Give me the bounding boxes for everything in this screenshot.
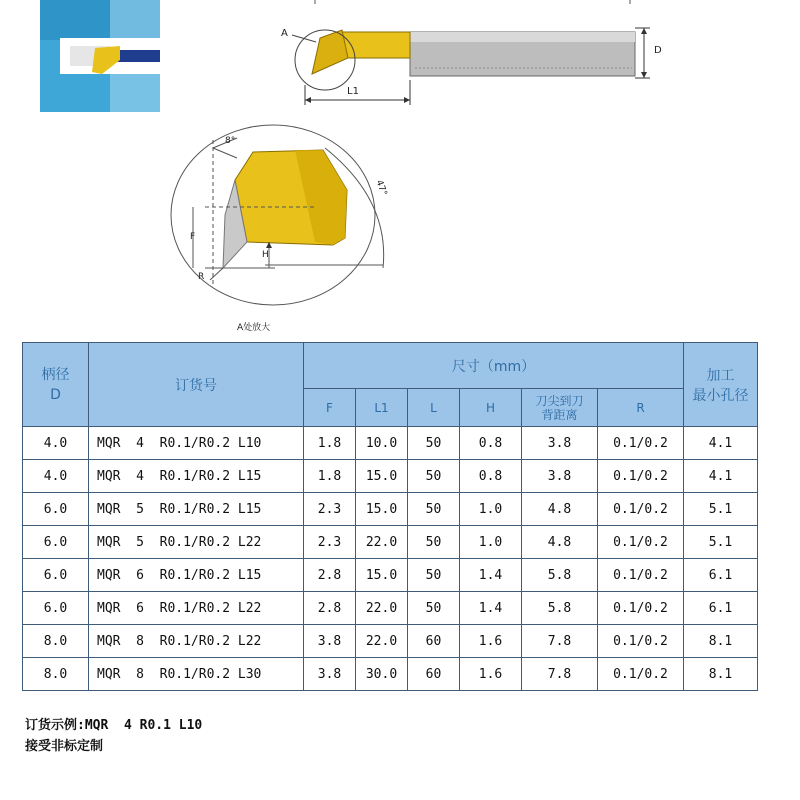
table-row — [23, 559, 758, 592]
header-min-bore: 加工 最小孔径 — [684, 343, 758, 427]
header-r: R — [598, 389, 684, 427]
cell-h: 0.8 — [460, 460, 522, 493]
cell-d: 6.0 — [23, 493, 89, 526]
table-row — [23, 625, 758, 658]
cell-r: 0.1/0.2 — [598, 460, 684, 493]
cell-h: 1.4 — [460, 592, 522, 625]
header-h: H — [460, 389, 522, 427]
header-order-number: 订货号 — [89, 343, 304, 427]
cell-d: 8.0 — [23, 658, 89, 691]
cell-order: MQR 8 R0.1/R0.2 L22 — [89, 625, 304, 658]
cell-r: 0.1/0.2 — [598, 559, 684, 592]
table-row — [23, 658, 758, 691]
header-f: F — [304, 389, 356, 427]
cell-l1: 15.0 — [356, 493, 408, 526]
cell-min-bore: 4.1 — [684, 460, 758, 493]
table-row — [23, 592, 758, 625]
cell-d: 8.0 — [23, 625, 89, 658]
bore-illustration — [40, 0, 160, 118]
cell-f: 2.8 — [304, 559, 356, 592]
cell-d: 4.0 — [23, 427, 89, 460]
cell-l1: 22.0 — [356, 592, 408, 625]
order-example-note: 订货示例:MQR 4 R0.1 L10 — [25, 718, 203, 733]
label-dim-h: H — [262, 250, 269, 260]
cell-tip: 3.8 — [522, 460, 598, 493]
cell-l1: 22.0 — [356, 526, 408, 559]
header-l: L — [408, 389, 460, 427]
cell-d: 6.0 — [23, 526, 89, 559]
cell-order: MQR 8 R0.1/R0.2 L30 — [89, 658, 304, 691]
header-l1: L1 — [356, 389, 408, 427]
cell-l1: 22.0 — [356, 625, 408, 658]
cell-order: MQR 4 R0.1/R0.2 L15 — [89, 460, 304, 493]
cell-r: 0.1/0.2 — [598, 625, 684, 658]
table-row — [23, 526, 758, 559]
cell-l1: 15.0 — [356, 559, 408, 592]
cell-h: 1.0 — [460, 493, 522, 526]
cell-f: 2.3 — [304, 493, 356, 526]
header-tip-distance: 刀尖到刀 背距离 — [522, 389, 598, 427]
label-point-a: A — [281, 28, 288, 39]
cell-h: 1.0 — [460, 526, 522, 559]
cell-order: MQR 6 R0.1/R0.2 L15 — [89, 559, 304, 592]
cell-f: 1.8 — [304, 427, 356, 460]
spec-table — [22, 342, 758, 691]
cell-l: 50 — [408, 493, 460, 526]
detail-enlargement — [165, 120, 395, 335]
label-dim-r: R — [198, 272, 205, 282]
cell-tip: 5.8 — [522, 559, 598, 592]
cell-h: 1.4 — [460, 559, 522, 592]
cell-tip: 3.8 — [522, 427, 598, 460]
cell-l: 50 — [408, 526, 460, 559]
cell-r: 0.1/0.2 — [598, 592, 684, 625]
cell-min-bore: 6.1 — [684, 559, 758, 592]
cell-r: 0.1/0.2 — [598, 658, 684, 691]
cell-min-bore: 8.1 — [684, 625, 758, 658]
cell-order: MQR 5 R0.1/R0.2 L15 — [89, 493, 304, 526]
cell-tip: 4.8 — [522, 526, 598, 559]
cell-l1: 15.0 — [356, 460, 408, 493]
cell-order: MQR 4 R0.1/R0.2 L10 — [89, 427, 304, 460]
label-diameter-d: D — [654, 45, 662, 56]
cell-tip: 5.8 — [522, 592, 598, 625]
detail-caption: A处放大 — [237, 323, 271, 333]
cell-f: 3.8 — [304, 658, 356, 691]
cell-l: 50 — [408, 460, 460, 493]
header-dimensions: 尺寸（mm） — [304, 343, 684, 389]
cell-min-bore: 6.1 — [684, 592, 758, 625]
table-row — [23, 460, 758, 493]
cell-order: MQR 6 R0.1/R0.2 L22 — [89, 592, 304, 625]
cell-f: 3.8 — [304, 625, 356, 658]
cell-order: MQR 5 R0.1/R0.2 L22 — [89, 526, 304, 559]
cell-tip: 4.8 — [522, 493, 598, 526]
cell-h: 1.6 — [460, 625, 522, 658]
cell-min-bore: 8.1 — [684, 658, 758, 691]
cell-d: 6.0 — [23, 559, 89, 592]
cell-f: 2.3 — [304, 526, 356, 559]
tool-side-view — [280, 0, 680, 115]
cell-h: 1.6 — [460, 658, 522, 691]
cell-min-bore: 5.1 — [684, 526, 758, 559]
cell-h: 0.8 — [460, 427, 522, 460]
label-length-l1: L1 — [347, 86, 359, 97]
cell-tip: 7.8 — [522, 625, 598, 658]
cell-l1: 30.0 — [356, 658, 408, 691]
label-angle-small: 8° — [225, 136, 236, 146]
label-dim-f: F — [190, 232, 196, 242]
cell-min-bore: 4.1 — [684, 427, 758, 460]
cell-l: 50 — [408, 559, 460, 592]
header-shank-diameter: 柄径 D — [23, 343, 89, 427]
custom-order-note: 接受非标定制 — [25, 739, 104, 754]
cell-l: 60 — [408, 625, 460, 658]
cell-l: 50 — [408, 427, 460, 460]
cell-r: 0.1/0.2 — [598, 427, 684, 460]
cell-r: 0.1/0.2 — [598, 526, 684, 559]
cell-d: 6.0 — [23, 592, 89, 625]
cell-l: 60 — [408, 658, 460, 691]
cell-l: 50 — [408, 592, 460, 625]
label-angle-large: 47° — [373, 178, 389, 198]
cell-min-bore: 5.1 — [684, 493, 758, 526]
table-row — [23, 493, 758, 526]
spec-table-body — [23, 427, 758, 691]
cell-f: 1.8 — [304, 460, 356, 493]
cell-r: 0.1/0.2 — [598, 493, 684, 526]
cell-tip: 7.8 — [522, 658, 598, 691]
cell-d: 4.0 — [23, 460, 89, 493]
cell-f: 2.8 — [304, 592, 356, 625]
cell-l1: 10.0 — [356, 427, 408, 460]
table-row — [23, 427, 758, 460]
